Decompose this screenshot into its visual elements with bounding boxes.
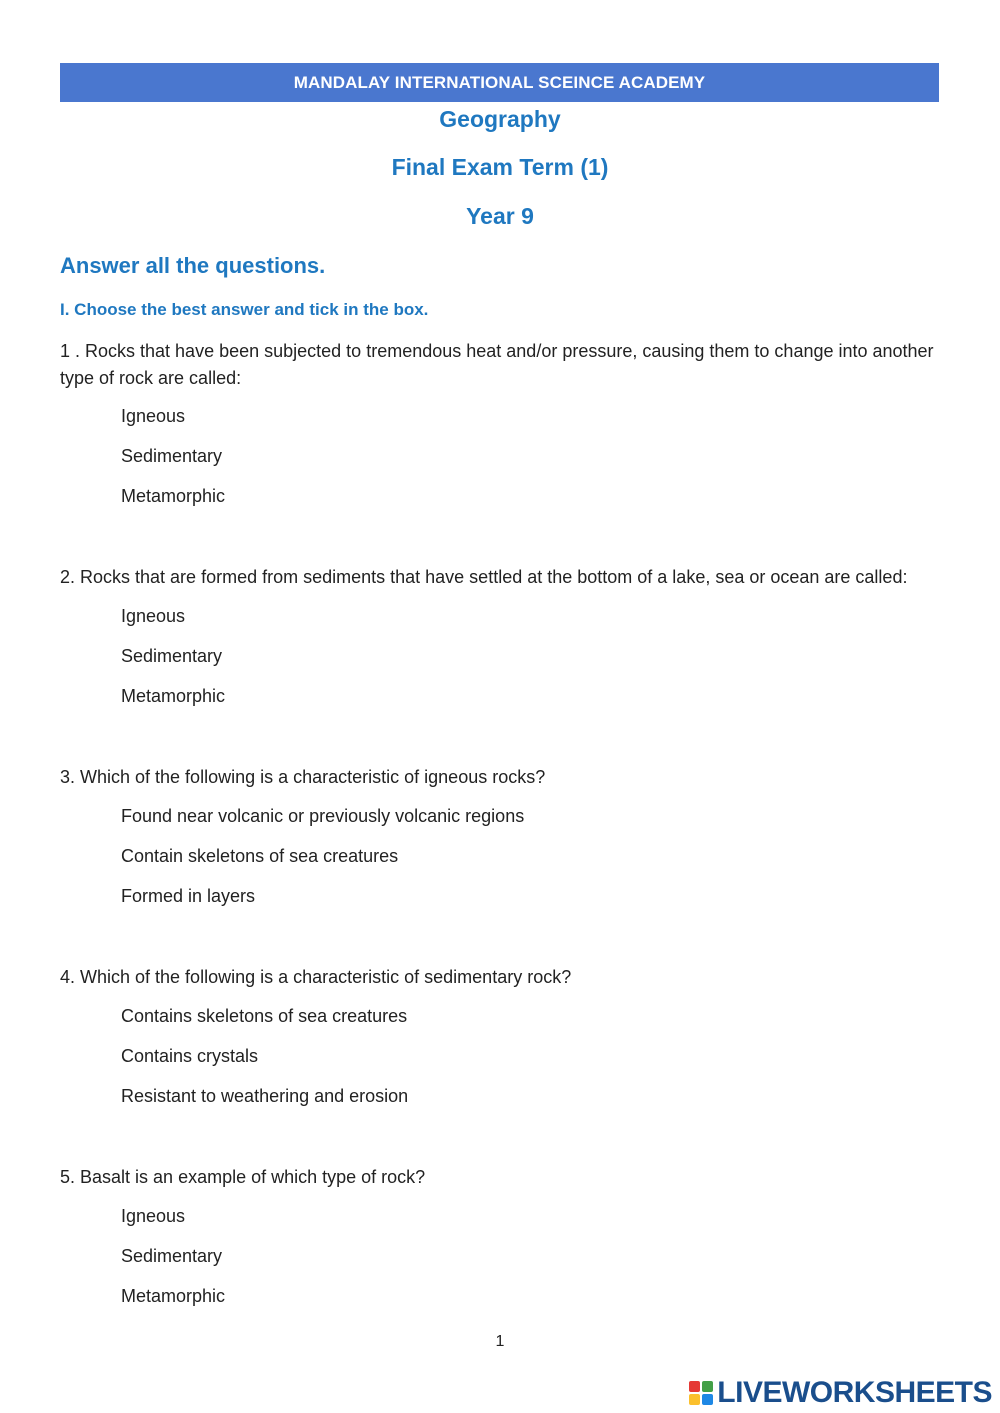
q1-option-3[interactable]: Metamorphic [121, 486, 226, 506]
q2-option-3[interactable]: Metamorphic [121, 686, 226, 706]
school-banner: MANDALAY INTERNATIONAL SCEINCE ACADEMY [60, 63, 939, 102]
q2-option-2[interactable]: Sedimentary [121, 646, 223, 666]
q5-option-3[interactable]: Metamorphic [121, 1286, 226, 1306]
question-2: 2. Rocks that are formed from sediments that have settled at the bottom of a lake, sea or ocean are called: [60, 567, 908, 587]
section-title: I. Choose the best answer and tick in the box. [60, 300, 429, 319]
exam-title: Final Exam Term (1) [391, 154, 609, 180]
page-number: 1 [495, 1333, 505, 1350]
logo-wordmark: LIVEWORKSHEETS [717, 1376, 992, 1409]
logo-square [689, 1381, 700, 1392]
q4-option-3[interactable]: Resistant to weathering and erosion [121, 1086, 409, 1106]
instruction-heading: Answer all the questions. [60, 253, 326, 278]
year-title: Year 9 [466, 203, 534, 229]
q2-option-1[interactable]: Igneous [121, 606, 186, 626]
question-3: 3. Which of the following is a characteristic of igneous rocks? [60, 767, 546, 787]
q5-option-2[interactable]: Sedimentary [121, 1246, 223, 1266]
question-4: 4. Which of the following is a characteristic of sedimentary rock? [60, 967, 572, 987]
q3-option-2[interactable]: Contain skeletons of sea creatures [121, 846, 399, 866]
liveworksheets-logo[interactable] [689, 1376, 992, 1410]
q1-option-2[interactable]: Sedimentary [121, 446, 223, 466]
logo-square [689, 1394, 700, 1405]
q3-option-3[interactable]: Formed in layers [121, 886, 256, 906]
q3-option-1[interactable]: Found near volcanic or previously volcanic regions [121, 806, 525, 826]
q5-option-1[interactable]: Igneous [121, 1206, 186, 1226]
logo-square [702, 1394, 713, 1405]
subject-title: Geography [439, 106, 561, 132]
q1-option-1[interactable]: Igneous [121, 406, 186, 426]
question-5: 5. Basalt is an example of which type of rock? [60, 1167, 426, 1187]
logo-square [702, 1381, 713, 1392]
q4-option-1[interactable]: Contains skeletons of sea creatures [121, 1006, 408, 1026]
question-1: 1 . Rocks that have been subjected to tremendous heat and/or pressure, causing them to change into another type of rock are called: [60, 341, 934, 388]
q4-option-2[interactable]: Contains crystals [121, 1046, 259, 1066]
logo-icon [689, 1381, 713, 1405]
